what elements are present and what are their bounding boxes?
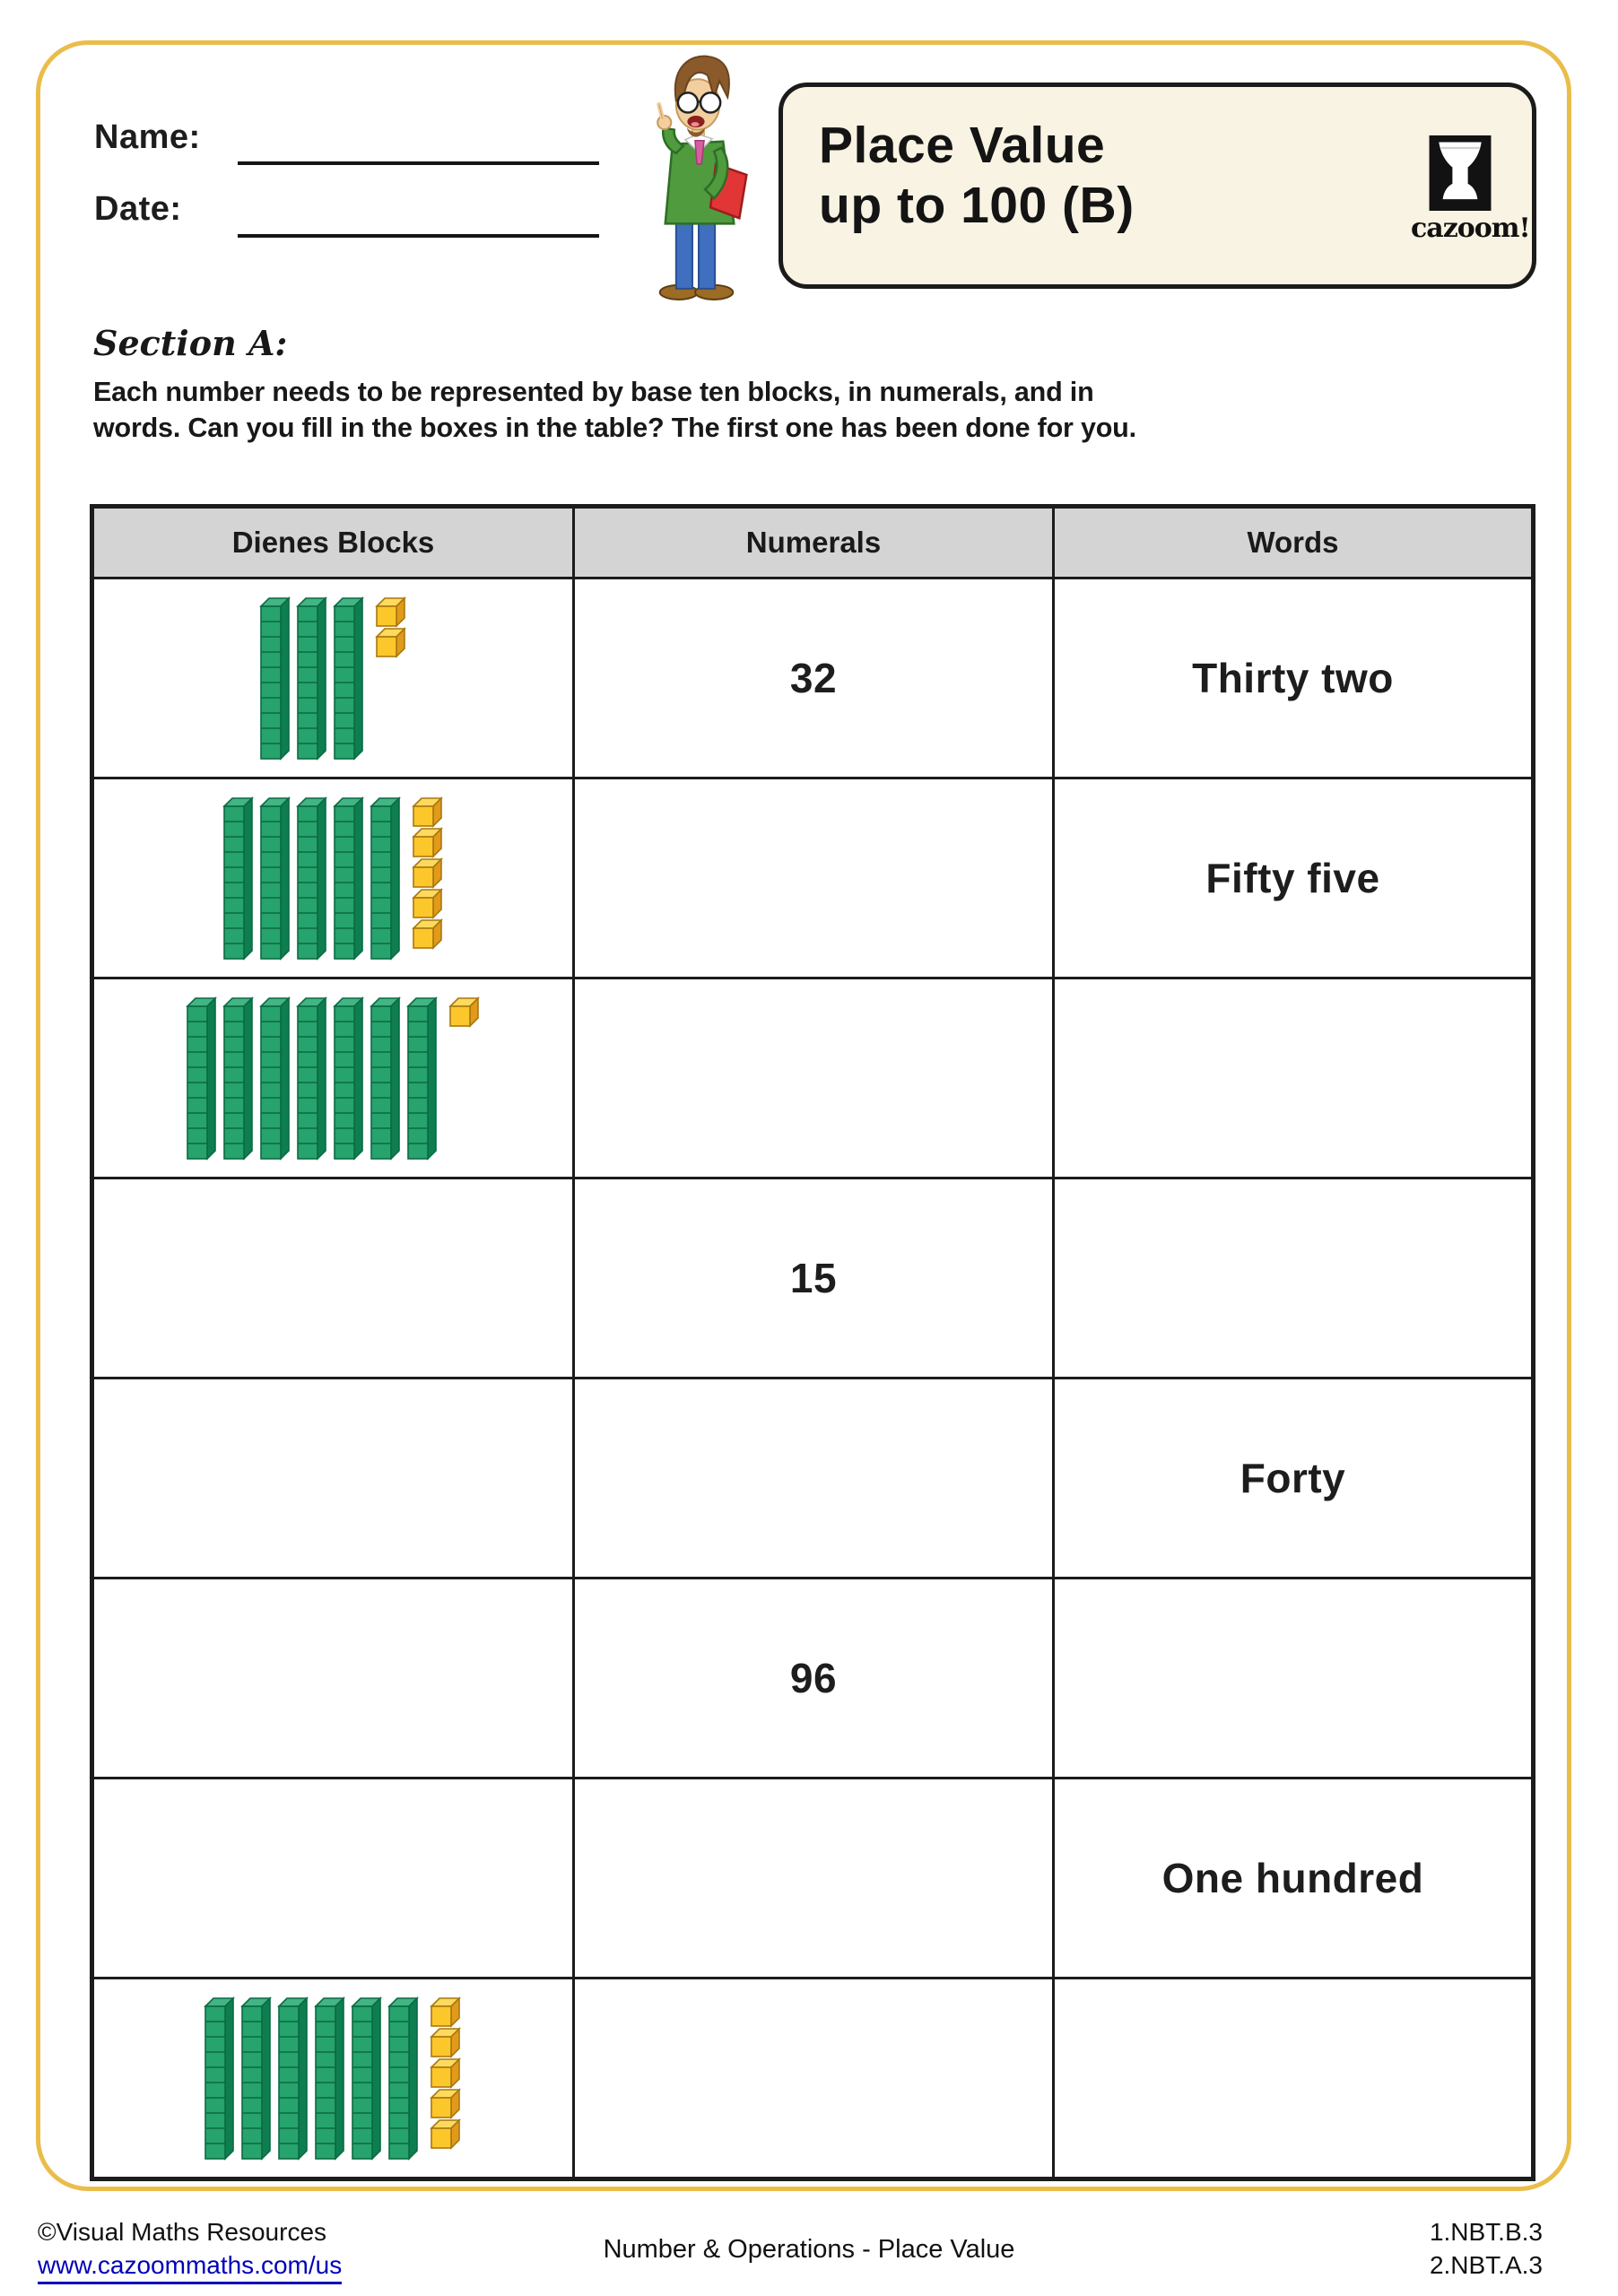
table-header-row [92,507,1534,578]
words-cell[interactable] [1054,978,1534,1178]
dienes-blocks-cell [92,978,574,1178]
date-input-line[interactable] [238,234,599,238]
dienes-blocks-cell [92,1979,574,2179]
cazoom-logo [1411,135,1530,244]
dienes-blocks-figure [259,596,408,761]
title-line-2: up to 100 (B) [819,177,1135,234]
dienes-blocks-cell [92,778,574,978]
numeral-cell[interactable] [574,978,1054,1178]
instructions-line-2: words. Can you fill in the boxes in the table? The first one has been done for you. [93,413,1136,443]
words-cell[interactable] [1054,1178,1534,1378]
table-row [92,1779,1534,1979]
table-row [92,578,1534,778]
numeral-cell[interactable] [574,1378,1054,1578]
instructions-line-1: Each number needs to be represented by base ten blocks, in numerals, and in [93,377,1094,407]
title-line-1: Place Value [819,117,1106,174]
table-row [92,1578,1534,1779]
date-label: Date: [94,190,182,228]
words-value: Thirty two [1192,655,1394,701]
words-value: One hundred [1161,1855,1424,1901]
standard-code-1: 1.NBT.B.3 [1429,2218,1543,2246]
table-row [92,1979,1534,2179]
drum-icon [1428,135,1492,211]
instructions-text [93,374,1439,446]
worksheet-title-box [779,83,1536,289]
words-cell[interactable] [1054,1578,1534,1779]
column-header-numerals: Numerals [574,507,1054,578]
numeral-cell [574,1578,1054,1779]
numeral-cell [574,1178,1054,1378]
dienes-blocks-cell[interactable] [92,1178,574,1378]
table-row [92,1178,1534,1378]
dienes-blocks-cell [92,578,574,778]
copyright-text: ©Visual Maths Resources [38,2218,327,2246]
dienes-blocks-figure [186,996,482,1161]
numeral-cell[interactable] [574,1979,1054,2179]
numeral-value: 32 [789,655,838,701]
footer-category-text: Number & Operations - Place Value [603,2235,1015,2264]
dienes-blocks-cell[interactable] [92,1378,574,1578]
dienes-blocks-cell[interactable] [92,1779,574,1979]
column-header-words: Words [1054,507,1534,578]
numeral-cell[interactable] [574,1779,1054,1979]
numeral-value: 15 [789,1255,838,1301]
standard-code-2: 2.NBT.A.3 [1429,2251,1543,2279]
table-row [92,1378,1534,1578]
words-cell[interactable] [1054,1979,1534,2179]
cazoom-url-link[interactable]: www.cazoommaths.com/us [38,2248,342,2284]
section-heading: Section A: [93,323,288,363]
worksheet-title [819,116,1135,236]
words-cell [1054,1779,1534,1979]
table-row [92,778,1534,978]
standards-codes [1430,2215,1543,2282]
teacher-mascot-illustration [637,48,757,303]
name-label: Name: [94,118,201,156]
words-cell [1054,578,1534,778]
table-body [92,578,1534,2179]
name-input-line[interactable] [238,161,599,165]
numeral-value: 96 [789,1655,838,1701]
words-value: Fifty five [1205,855,1380,901]
words-cell [1054,778,1534,978]
dienes-blocks-figure [204,1996,463,2161]
column-header-dienes-blocks: Dienes Blocks [92,507,574,578]
numeral-cell[interactable] [574,778,1054,978]
table-row [92,978,1534,1178]
place-value-table [90,504,1535,2181]
dienes-blocks-figure [222,796,445,961]
dienes-blocks-cell[interactable] [92,1578,574,1779]
cazoom-logo-text: cazoom! [1411,213,1530,244]
words-value: Forty [1240,1455,1346,1501]
numeral-cell [574,578,1054,778]
words-cell [1054,1378,1534,1578]
